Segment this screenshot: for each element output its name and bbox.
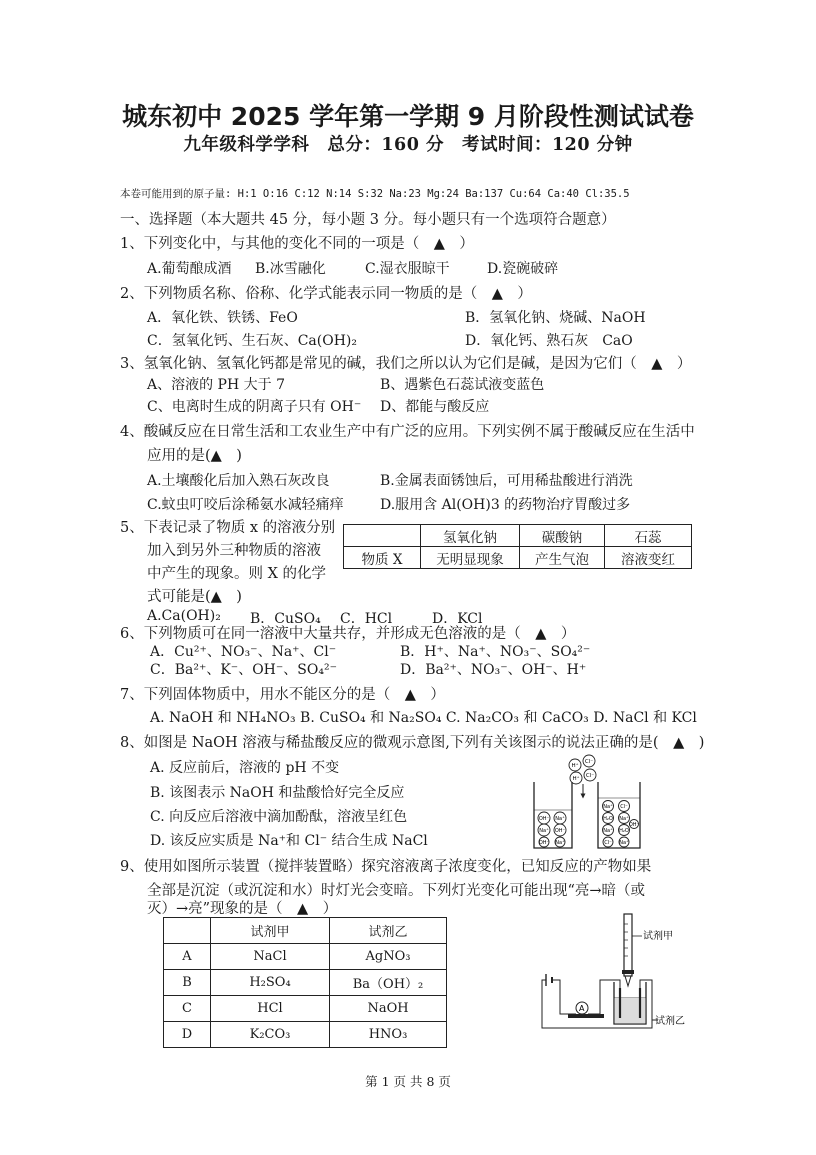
table-cell: NaOH <box>330 996 447 1022</box>
exam-subtitle: 九年级科学学科 总分：160 分 考试时间：120 分钟 <box>183 135 633 155</box>
svg-text:H₂O: H₂O <box>619 828 629 834</box>
q5-option-b: B．CuSO₄ <box>250 611 321 627</box>
burette <box>624 914 632 976</box>
table-row <box>164 918 447 944</box>
page-footer: 第 1 页 共 8 页 <box>365 1074 451 1089</box>
section-heading: 一、选择题（本大题共 45 分，每小题 3 分。每小题只有一个选项符合题意） <box>120 212 616 228</box>
table-cell: 试剂甲 <box>211 918 330 944</box>
q1-option-a: A.葡萄酿成酒 <box>147 261 232 277</box>
q3-option-a: A、溶液的 PH 大于 7 <box>147 377 285 393</box>
table-cell: H₂SO₄ <box>211 970 330 996</box>
q2-option-b: B．氢氧化钠、烧碱、NaOH <box>465 310 646 326</box>
q8-option-b: B. 该图表示 NaOH 和盐酸恰好完全反应 <box>150 785 405 801</box>
q1-option-c: C.湿衣服晾干 <box>365 261 450 277</box>
q5-stem-line2: 加入到另外三种物质的溶液 <box>147 543 321 559</box>
svg-text:Na⁺: Na⁺ <box>619 816 629 822</box>
table-cell: B <box>164 970 211 996</box>
table-cell: AgNO₃ <box>330 944 447 970</box>
q5-table <box>343 524 692 569</box>
table-cell: 溶液变红 <box>605 547 692 569</box>
q6-option-d: D．Ba²⁺、NO₃⁻、OH⁻、H⁺ <box>400 662 587 678</box>
svg-text:OH⁻: OH⁻ <box>628 822 640 828</box>
table-cell: 物质 X <box>344 547 421 569</box>
table-row <box>344 547 692 569</box>
svg-text:H⁺: H⁺ <box>572 776 580 782</box>
table-cell: 无明显现象 <box>421 547 520 569</box>
svg-text:Cl⁻: Cl⁻ <box>604 840 612 846</box>
table-cell: 石蕊 <box>605 525 692 547</box>
q8-option-a: A. 反应前后，溶液的 pH 不变 <box>150 760 340 776</box>
svg-text:Cl⁻: Cl⁻ <box>585 773 595 779</box>
table-cell: HNO₃ <box>330 1022 447 1048</box>
svg-text:OH⁻: OH⁻ <box>554 828 566 834</box>
q1-option-d: D.瓷碗破碎 <box>487 261 559 277</box>
table-cell: Ba（OH）₂ <box>330 970 447 996</box>
q8-option-c: C. 向反应后溶液中滴加酚酞，溶液呈红色 <box>150 809 408 825</box>
svg-text:Na⁺: Na⁺ <box>603 804 613 810</box>
exam-title: 城东初中 2025 学年第一学期 9 月阶段性测试试卷 <box>122 102 694 131</box>
table-row <box>344 525 692 547</box>
q9-table <box>163 917 447 1048</box>
label-reagent-a: 试剂甲 <box>643 931 673 942</box>
table-cell <box>164 918 211 944</box>
q7-stem: 7、下列固体物质中，用水不能区分的是（ ▲ ） <box>120 687 445 703</box>
svg-text:Na⁺: Na⁺ <box>539 828 549 834</box>
q8-stem: 8、如图是 NaOH 溶液与稀盐酸反应的微观示意图,下列有关该图示的说法正确的是( ▲ ) <box>120 735 705 751</box>
table-cell: K₂CO₃ <box>211 1022 330 1048</box>
q5-option-c: C．HCl <box>340 611 393 627</box>
svg-text:Cl⁻: Cl⁻ <box>584 759 594 765</box>
q3-option-d: D、都能与酸反应 <box>380 399 490 415</box>
svg-text:Cl⁻: Cl⁻ <box>620 804 628 810</box>
table-cell <box>344 525 421 547</box>
q6-option-b: B．H⁺、Na⁺、NO₃⁻、SO₄²⁻ <box>400 644 591 660</box>
q4-option-d: D.服用含 Al(OH)3 的药物治疗胃酸过多 <box>380 497 631 513</box>
q9-stem-line1: 9、使用如图所示装置（搅拌装置略）探究溶液离子浓度变化，已知反应的产物如果 <box>120 859 652 875</box>
q7-options: A. NaOH 和 NH₄NO₃ B. CuSO₄ 和 Na₂SO₄ C. Na₂CO₃ 和 CaCO₃ D. NaCl 和 KCl <box>150 710 697 726</box>
beaker-before <box>534 782 572 848</box>
table-row <box>164 1022 447 1048</box>
table-cell: C <box>164 996 211 1022</box>
q2-option-d: D．氧化钙、熟石灰 CaO <box>465 333 633 349</box>
table-cell: 试剂乙 <box>330 918 447 944</box>
svg-text:H⁺: H⁺ <box>571 763 579 769</box>
svg-text:Na⁺: Na⁺ <box>555 816 565 822</box>
stir-plate <box>568 1014 604 1018</box>
svg-text:Na⁺: Na⁺ <box>555 840 565 846</box>
q4-option-b: B.金属表面锈蚀后，可用稀盐酸进行消洗 <box>380 473 633 489</box>
atomic-masses: 本卷可能用到的原子量: H:1 O:16 C:12 N:14 S:32 Na:23 Mg:24 Ba:137 Cu:64 Ca:40 Cl:35.5 <box>120 188 630 200</box>
q5-stem-line4: 式可能是(▲ ) <box>147 589 242 605</box>
q9-apparatus-diagram <box>540 910 705 1040</box>
q5-stem-line1: 5、下表记录了物质 x 的溶液分别 <box>120 520 336 536</box>
q3-option-b: B、遇紫色石蕊试液变蓝色 <box>380 377 545 393</box>
q2-option-a: A．氧化铁、铁锈、FeO <box>147 310 298 326</box>
q6-stem: 6、下列物质可在同一溶液中大量共存，并形成无色溶液的是（ ▲ ） <box>120 626 576 642</box>
table-cell: D <box>164 1022 211 1048</box>
table-cell: HCl <box>211 996 330 1022</box>
label-reagent-b: 试剂乙 <box>655 1016 685 1027</box>
q8-reaction-diagram <box>528 752 646 852</box>
svg-text:H₂O: H₂O <box>603 816 613 822</box>
q6-option-c: C．Ba²⁺、K⁻、OH⁻、SO₄²⁻ <box>150 662 337 678</box>
q4-stem-line2: 应用的是(▲ ) <box>147 448 242 464</box>
table-row <box>164 944 447 970</box>
q6-option-a: A．Cu²⁺、NO₃⁻、Na⁺、Cl⁻ <box>150 644 337 660</box>
table-row <box>164 996 447 1022</box>
q5-option-a: A.Ca(OH)₂ <box>147 608 221 624</box>
svg-text:OH⁻: OH⁻ <box>538 840 550 846</box>
svg-text:OH⁻: OH⁻ <box>538 816 550 822</box>
table-row <box>164 970 447 996</box>
q3-option-c: C、电离时生成的阴离子只有 OH⁻ <box>147 399 362 415</box>
q4-option-a: A.土壤酸化后加入熟石灰改良 <box>147 473 330 489</box>
q8-option-d: D. 该反应实质是 Na⁺和 Cl⁻ 结合生成 NaCl <box>150 833 428 849</box>
table-cell: NaCl <box>211 944 330 970</box>
q4-stem-line1: 4、酸碱反应在日常生活和工农业生产中有广泛的应用。下列实例不属于酸碱反应在生活中 <box>120 424 695 440</box>
q2-option-c: C．氢氧化钙、生石灰、Ca(OH)₂ <box>147 333 357 349</box>
q3-stem: 3、氢氧化钠、氢氧化钙都是常见的碱，我们之所以认为它们是碱，是因为它们（ ▲ ） <box>120 356 692 372</box>
q5-option-d: D．KCl <box>432 611 483 627</box>
table-cell: 产生气泡 <box>520 547 605 569</box>
svg-text:Na⁺: Na⁺ <box>619 840 629 846</box>
svg-text:A: A <box>579 1004 585 1013</box>
svg-text:Na⁺: Na⁺ <box>603 828 613 834</box>
q1-option-b: B.冰雪融化 <box>255 261 326 277</box>
q4-option-c: C.蚊虫叮咬后涂稀氨水减轻痛痒 <box>147 497 344 513</box>
q2-stem: 2、下列物质名称、俗称、化学式能表示同一物质的是（ ▲ ） <box>120 286 532 302</box>
table-cell: 氢氧化钠 <box>421 525 520 547</box>
table-cell: 碳酸钠 <box>520 525 605 547</box>
q9-stem-line3: 灭）→亮”现象的是（ ▲ ） <box>147 901 338 917</box>
q5-stem-line3: 中产生的现象。则 X 的化学 <box>147 566 327 582</box>
table-cell: A <box>164 944 211 970</box>
q9-stem-line2: 全部是沉淀（或沉淀和水）时灯光会变暗。下列灯光变化可能出现“亮→暗（或 <box>147 883 646 899</box>
q1-stem: 1、下列变化中，与其他的变化不同的一项是（ ▲ ） <box>120 236 474 252</box>
